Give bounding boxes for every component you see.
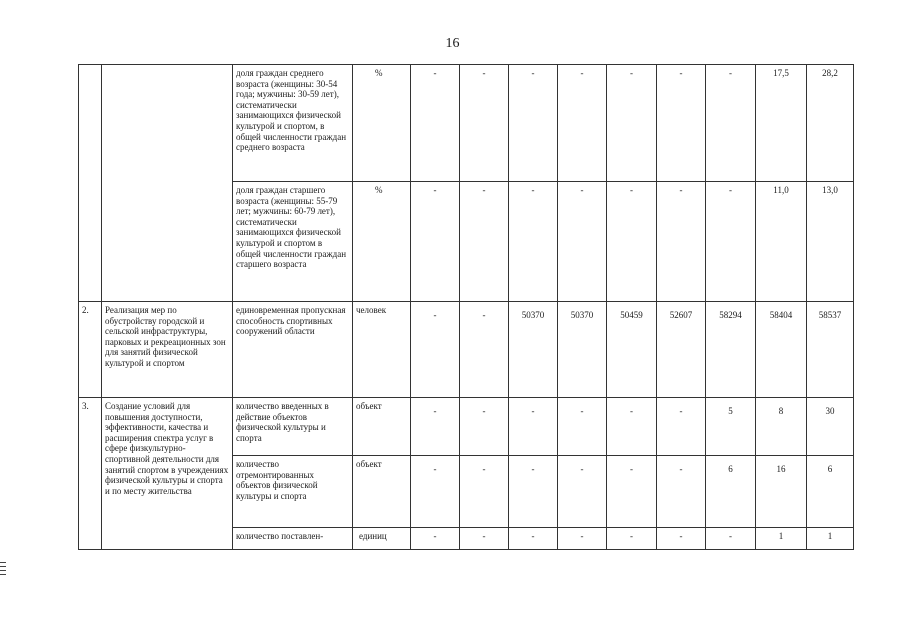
measure-cell: Реализация мер по обустройству городской и сельской инфраструктуры, парковых и рекреационных зон для занятий физической культурой и спортом	[102, 302, 233, 398]
measure-cell: Создание условий для повышения доступности, эффективности, качества и расширения спектра услуг в сфере физкультурно-спортивной деятельности для занятий спортом в учреждениях физической культуры и спорта и по месту жительства	[102, 398, 233, 550]
value-cell: -	[558, 182, 607, 302]
scan-edge-marks	[0, 562, 6, 578]
value-cell: -	[706, 182, 756, 302]
table-row	[79, 302, 854, 398]
value-cell: -	[460, 456, 509, 528]
unit-cell: %	[353, 65, 411, 182]
value-cell: 13,0	[807, 182, 854, 302]
unit-cell: человек	[353, 302, 411, 398]
value-cell: -	[460, 302, 509, 398]
unit-cell: объект	[353, 456, 411, 528]
indicator-cell: количество введенных в действие объектов физической культуры и спорта	[233, 398, 353, 456]
value-cell: -	[607, 456, 657, 528]
unit-cell: объект	[353, 398, 411, 456]
value-cell: -	[411, 302, 460, 398]
value-cell: 58537	[807, 302, 854, 398]
indicator-cell: единовременная пропускная способность спортивных сооружений области	[233, 302, 353, 398]
measure-cell	[102, 65, 233, 302]
indicators-table	[78, 64, 854, 550]
value-cell: 5	[706, 398, 756, 456]
value-cell: -	[509, 398, 558, 456]
value-cell: -	[706, 528, 756, 550]
value-cell: 1	[756, 528, 807, 550]
value-cell: -	[460, 182, 509, 302]
value-cell: -	[607, 398, 657, 456]
value-cell: -	[706, 65, 756, 182]
value-cell: 16	[756, 456, 807, 528]
value-cell: -	[411, 398, 460, 456]
value-cell: -	[558, 398, 607, 456]
value-cell: -	[657, 65, 706, 182]
indicator-cell: количество поставлен-	[233, 528, 353, 550]
value-cell: -	[411, 182, 460, 302]
value-cell: 58294	[706, 302, 756, 398]
indicator-cell: количество отремонтированных объектов физической культуры и спорта	[233, 456, 353, 528]
value-cell: 50459	[607, 302, 657, 398]
value-cell: -	[509, 182, 558, 302]
value-cell: -	[558, 65, 607, 182]
unit-cell: единиц	[353, 528, 411, 550]
value-cell: 6	[706, 456, 756, 528]
value-cell: -	[460, 398, 509, 456]
value-cell: 1	[807, 528, 854, 550]
value-cell: -	[607, 65, 657, 182]
table-row	[79, 65, 854, 182]
table-row	[79, 398, 854, 456]
row-number: 2.	[79, 302, 102, 398]
value-cell: 28,2	[807, 65, 854, 182]
value-cell: 52607	[657, 302, 706, 398]
value-cell: -	[558, 456, 607, 528]
value-cell: 6	[807, 456, 854, 528]
value-cell: 8	[756, 398, 807, 456]
value-cell: 50370	[509, 302, 558, 398]
value-cell: -	[509, 528, 558, 550]
row-number	[79, 65, 102, 302]
value-cell: -	[411, 456, 460, 528]
value-cell: -	[509, 65, 558, 182]
value-cell: 50370	[558, 302, 607, 398]
value-cell: -	[607, 182, 657, 302]
row-number: 3.	[79, 398, 102, 550]
value-cell: -	[460, 65, 509, 182]
value-cell: -	[657, 398, 706, 456]
value-cell: -	[657, 456, 706, 528]
value-cell: -	[460, 528, 509, 550]
page-number: 16	[445, 36, 460, 51]
value-cell: 58404	[756, 302, 807, 398]
value-cell: -	[657, 182, 706, 302]
value-cell: 11,0	[756, 182, 807, 302]
value-cell: -	[607, 528, 657, 550]
value-cell: -	[509, 456, 558, 528]
value-cell: -	[657, 528, 706, 550]
value-cell: -	[558, 528, 607, 550]
indicator-cell: доля граждан среднего возраста (женщины: 30-54 года; мужчины: 30-59 лет), систематически занимающихся физической культурой и спортом, в общей численности граждан среднего возраста	[233, 65, 353, 182]
value-cell: -	[411, 528, 460, 550]
value-cell: -	[411, 65, 460, 182]
indicator-cell: доля граждан старшего возраста (женщины: 55-79 лет; мужчины: 60-79 лет), систематически занимающихся физической культурой и спортом в общей численности граждан старшего возраста	[233, 182, 353, 302]
unit-cell: %	[353, 182, 411, 302]
value-cell: 30	[807, 398, 854, 456]
value-cell: 17,5	[756, 65, 807, 182]
